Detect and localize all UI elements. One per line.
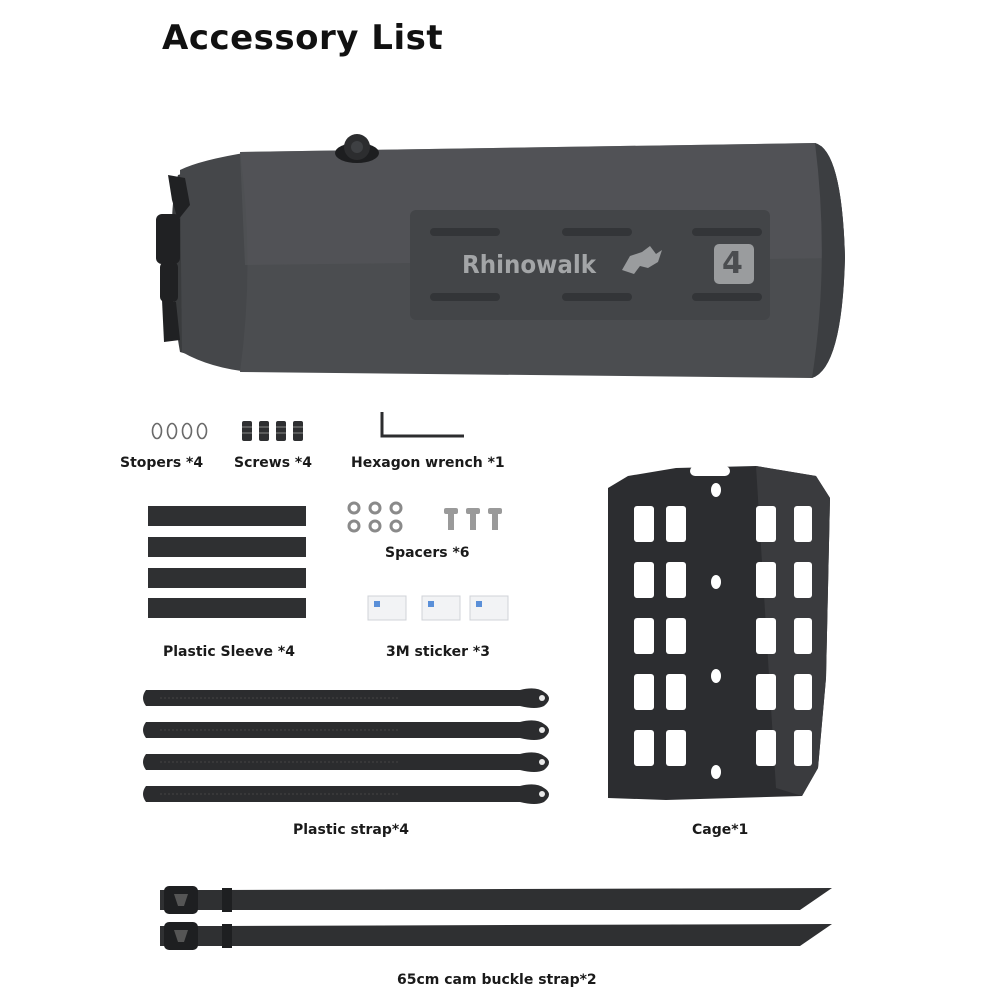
- plastic-sleeves: [148, 506, 308, 618]
- plastic-straps: [140, 686, 560, 806]
- bag-badge: 4: [722, 246, 743, 281]
- spacers-label: Spacers *6: [385, 545, 470, 561]
- screws: [240, 418, 310, 448]
- stickers: [366, 594, 516, 624]
- cage: [606, 458, 846, 798]
- stoppers-label: Stopers *4: [120, 455, 204, 471]
- sleeve-label: Plastic Sleeve *4: [163, 644, 295, 660]
- strap-label: Plastic strap*4: [293, 822, 409, 838]
- screw-icon: [242, 421, 303, 441]
- cage-label: Cage*1: [692, 822, 749, 838]
- cam-label: 65cm cam buckle strap*2: [397, 972, 597, 988]
- cam-buckle-straps: [160, 884, 840, 956]
- ring-icon: [349, 503, 401, 531]
- stoppers: [150, 418, 220, 448]
- bag-brand: Rhinowalk: [462, 250, 597, 279]
- valve-icon: [335, 134, 379, 163]
- sticker-label: 3M sticker *3: [386, 644, 490, 660]
- bolts: [442, 506, 512, 536]
- spacers: [342, 498, 412, 538]
- wrench-label: Hexagon wrench *1: [351, 455, 505, 471]
- screws-label: Screws *4: [234, 455, 312, 471]
- hex-wrench-icon: [378, 410, 468, 440]
- page-title: Accessory List: [162, 18, 444, 58]
